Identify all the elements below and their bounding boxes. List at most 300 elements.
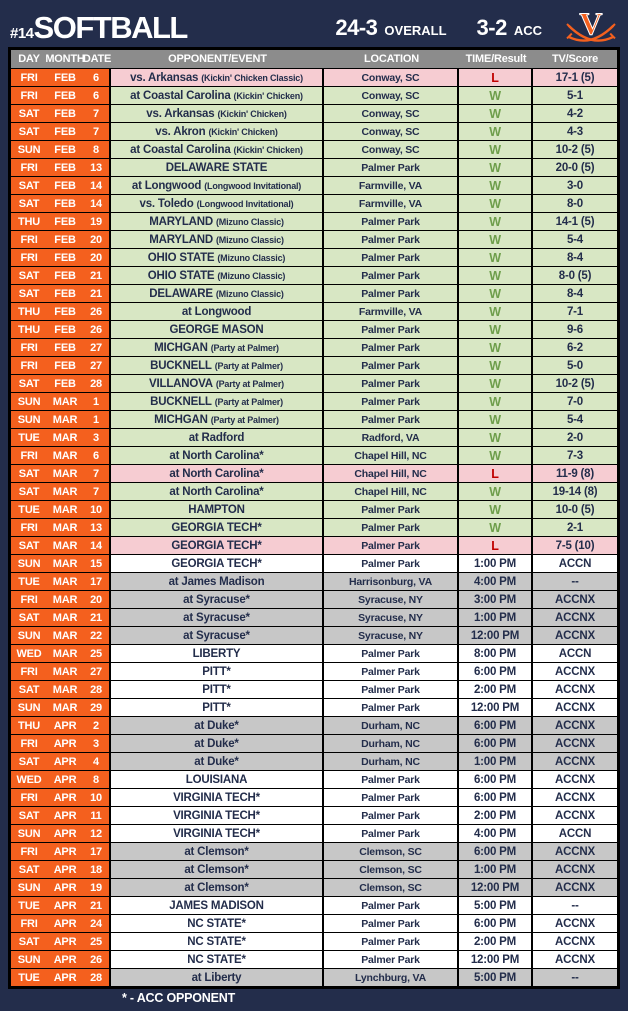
table-row (11, 806, 617, 824)
tv-score-cell: 8-4 (566, 287, 584, 300)
date-cell: 20 (83, 231, 111, 248)
opponent-name: OHIO STATE (147, 251, 215, 264)
month-cell: FEB (47, 69, 83, 86)
date-cell: 3 (83, 735, 111, 752)
opponent-name: VIRGINIA TECH* (173, 809, 260, 822)
opponent-name: at Duke* (194, 755, 239, 768)
time-result-cell: W (459, 393, 533, 410)
opponent-cell (111, 375, 324, 392)
opponent-cell (111, 591, 324, 608)
month-cell: APR (47, 825, 83, 842)
location-cell: Palmer Park (324, 357, 459, 374)
table-row (11, 680, 617, 698)
time-result-cell: L (459, 69, 533, 86)
tv-score-cell: ACCNX (555, 737, 595, 750)
day-cell: FRI (11, 69, 47, 86)
time-result-cell: 1:00 PM (459, 609, 533, 626)
table-row (11, 644, 617, 662)
opponent-cell (111, 951, 324, 968)
month-cell: MAR (47, 447, 83, 464)
table-row (11, 572, 617, 590)
day-cell: SAT (11, 177, 47, 194)
time-result-cell: 4:00 PM (459, 825, 533, 842)
day-cell: TUE (11, 897, 47, 914)
day-cell: SAT (11, 753, 47, 770)
month-cell: APR (47, 789, 83, 806)
opponent-cell (111, 537, 324, 554)
table-row (11, 68, 617, 86)
time-result-cell: W (459, 177, 533, 194)
date-cell: 19 (83, 213, 111, 230)
month-cell: APR (47, 951, 83, 968)
table-body (11, 68, 617, 986)
month-cell: APR (47, 735, 83, 752)
time-result-cell: W (459, 303, 533, 320)
month-cell: FEB (47, 177, 83, 194)
event-note: (Mizuno Classic) (217, 270, 286, 281)
day-cell: THU (11, 321, 47, 338)
table-row (11, 230, 617, 248)
opponent-cell (111, 321, 324, 338)
opponent-name: vs. Arkansas (146, 107, 215, 120)
date-cell: 1 (83, 411, 111, 428)
date-cell: 1 (83, 393, 111, 410)
tv-score-cell: ACCNX (555, 953, 595, 966)
day-cell: SUN (11, 951, 47, 968)
date-cell: 4 (83, 753, 111, 770)
date-cell: 14 (83, 537, 111, 554)
location-cell: Palmer Park (324, 375, 459, 392)
day-cell: FRI (11, 357, 47, 374)
month-cell: FEB (47, 105, 83, 122)
tv-score-cell: ACCNX (555, 629, 595, 642)
tv-score-cell: 8-0 (5) (558, 269, 592, 282)
time-result-cell: 8:00 PM (459, 645, 533, 662)
opponent-name: VIRGINIA TECH* (173, 791, 260, 804)
location-cell: Syracuse, NY (324, 627, 459, 644)
time-result-cell: 2:00 PM (459, 681, 533, 698)
tv-score-cell: 17-1 (5) (555, 71, 595, 84)
date-cell: 19 (83, 879, 111, 896)
day-cell: SAT (11, 861, 47, 878)
masthead (8, 8, 620, 47)
date-cell: 14 (83, 195, 111, 212)
day-cell: FRI (11, 249, 47, 266)
event-note: (Party at Palmer) (214, 396, 283, 407)
opponent-name: at Liberty (191, 971, 242, 984)
table-row (11, 698, 617, 716)
location-cell: Palmer Park (324, 789, 459, 806)
opponent-name: at Clemson* (184, 863, 249, 876)
day-cell: SAT (11, 105, 47, 122)
day-cell: SAT (11, 681, 47, 698)
tv-score-cell: ACCNX (555, 773, 595, 786)
tv-score-cell: ACCNX (555, 845, 595, 858)
date-cell: 28 (83, 681, 111, 698)
day-cell: FRI (11, 663, 47, 680)
event-note: (Longwood Invitational) (204, 180, 302, 191)
month-cell: FEB (47, 285, 83, 302)
col-header-month: MONTH (45, 53, 85, 65)
table-row (11, 482, 617, 500)
opponent-name: MARYLAND (149, 233, 213, 246)
col-header-tv-score: TV/Score (551, 53, 599, 65)
day-cell: SUN (11, 141, 47, 158)
opponent-cell (111, 357, 324, 374)
opponent-name: at Coastal Carolina (130, 89, 231, 102)
day-cell: SUN (11, 699, 47, 716)
tv-score-cell: 20-0 (5) (555, 161, 595, 174)
month-cell: MAR (47, 645, 83, 662)
date-cell: 6 (83, 69, 111, 86)
col-header-date: DATE (82, 53, 112, 65)
time-result-cell: W (459, 159, 533, 176)
location-cell: Durham, NC (324, 753, 459, 770)
event-note: (Party at Palmer) (214, 360, 283, 371)
tv-score-cell: 7-3 (566, 449, 584, 462)
day-cell: TUE (11, 969, 47, 986)
opponent-cell (111, 717, 324, 734)
day-cell: FRI (11, 231, 47, 248)
date-cell: 2 (83, 717, 111, 734)
month-cell: APR (47, 843, 83, 860)
day-cell: FRI (11, 843, 47, 860)
opponent-cell (111, 105, 324, 122)
location-cell: Palmer Park (324, 951, 459, 968)
svg-text:V: V (579, 7, 603, 41)
location-cell: Palmer Park (324, 933, 459, 950)
date-cell: 10 (83, 789, 111, 806)
table-row (11, 158, 617, 176)
table-row (11, 176, 617, 194)
time-result-cell: W (459, 249, 533, 266)
opponent-cell (111, 159, 324, 176)
opponent-name: NC STATE* (187, 917, 246, 930)
date-cell: 15 (83, 555, 111, 572)
location-cell: Palmer Park (324, 159, 459, 176)
day-cell: FRI (11, 87, 47, 104)
opponent-cell (111, 681, 324, 698)
day-cell: FRI (11, 591, 47, 608)
month-cell: FEB (47, 357, 83, 374)
tv-score-cell: 14-1 (5) (555, 215, 595, 228)
location-cell: Palmer Park (324, 663, 459, 680)
day-cell: SAT (11, 195, 47, 212)
opponent-name: at Duke* (194, 737, 239, 750)
month-cell: FEB (47, 141, 83, 158)
opponent-cell (111, 555, 324, 572)
date-cell: 26 (83, 321, 111, 338)
location-cell: Syracuse, NY (324, 591, 459, 608)
time-result-cell: 12:00 PM (459, 879, 533, 896)
table-row (11, 896, 617, 914)
time-result-cell: 12:00 PM (459, 699, 533, 716)
time-result-cell: W (459, 411, 533, 428)
date-cell: 21 (83, 267, 111, 284)
location-cell: Palmer Park (324, 519, 459, 536)
time-result-cell: 6:00 PM (459, 771, 533, 788)
month-cell: FEB (47, 231, 83, 248)
month-cell: FEB (47, 267, 83, 284)
table-row (11, 626, 617, 644)
opponent-name: MICHGAN (154, 341, 208, 354)
tv-score-cell: 11-9 (8) (555, 467, 595, 480)
location-cell: Clemson, SC (324, 861, 459, 878)
tv-score-cell: ACCN (558, 827, 592, 840)
table-row (11, 284, 617, 302)
event-note: (Party at Palmer) (210, 414, 279, 425)
location-cell: Palmer Park (324, 771, 459, 788)
tv-score-cell: 7-1 (566, 305, 584, 318)
location-cell: Farmville, VA (324, 195, 459, 212)
time-result-cell: W (459, 375, 533, 392)
month-cell: MAR (47, 573, 83, 590)
table-row (11, 608, 617, 626)
col-header-day: DAY (18, 53, 40, 65)
overall-record-value: 24-3 (335, 14, 378, 40)
tv-score-cell: 5-4 (566, 233, 584, 246)
month-cell: MAR (47, 591, 83, 608)
event-note: (Kickin' Chicken) (208, 126, 278, 137)
time-result-cell: W (459, 213, 533, 230)
location-cell: Chapel Hill, NC (324, 447, 459, 464)
time-result-cell: L (459, 537, 533, 554)
time-result-cell: 6:00 PM (459, 843, 533, 860)
time-result-cell: 2:00 PM (459, 807, 533, 824)
date-cell: 10 (83, 501, 111, 518)
opponent-cell (111, 645, 324, 662)
location-cell: Chapel Hill, NC (324, 483, 459, 500)
tv-score-cell: ACCN (558, 557, 592, 570)
table-row (11, 950, 617, 968)
date-cell: 25 (83, 933, 111, 950)
time-result-cell: W (459, 429, 533, 446)
date-cell: 6 (83, 87, 111, 104)
event-note: (Party at Palmer) (210, 342, 279, 353)
day-cell: TUE (11, 429, 47, 446)
location-cell: Palmer Park (324, 897, 459, 914)
event-note: (Mizuno Classic) (215, 216, 284, 227)
date-cell: 27 (83, 663, 111, 680)
opponent-cell (111, 771, 324, 788)
event-note: (Party at Palmer) (215, 378, 284, 389)
day-cell: FRI (11, 915, 47, 932)
day-cell: FRI (11, 789, 47, 806)
month-cell: APR (47, 861, 83, 878)
date-cell: 28 (83, 375, 111, 392)
table-row (11, 266, 617, 284)
month-cell: MAR (47, 681, 83, 698)
date-cell: 6 (83, 447, 111, 464)
opponent-name: HAMPTON (188, 503, 245, 516)
opponent-cell (111, 627, 324, 644)
date-cell: 25 (83, 645, 111, 662)
tv-score-cell: 5-1 (566, 89, 584, 102)
date-cell: 18 (83, 861, 111, 878)
location-cell: Palmer Park (324, 501, 459, 518)
time-result-cell: 6:00 PM (459, 789, 533, 806)
date-cell: 7 (83, 105, 111, 122)
opponent-cell (111, 285, 324, 302)
opponent-cell (111, 303, 324, 320)
acc-opponent-note: * - ACC OPPONENT (122, 991, 236, 1005)
table-row (11, 104, 617, 122)
tv-score-cell: ACCNX (555, 683, 595, 696)
conference-record-label: ACC (513, 22, 542, 38)
day-cell: SAT (11, 609, 47, 626)
opponent-name: GEORGIA TECH* (171, 539, 262, 552)
table-row (11, 878, 617, 896)
opponent-name: GEORGIA TECH* (171, 521, 262, 534)
location-cell: Palmer Park (324, 807, 459, 824)
month-cell: APR (47, 897, 83, 914)
time-result-cell: 3:00 PM (459, 591, 533, 608)
opponent-cell (111, 177, 324, 194)
date-cell: 21 (83, 609, 111, 626)
time-result-cell: W (459, 105, 533, 122)
opponent-name: at Syracuse* (183, 629, 250, 642)
location-cell: Durham, NC (324, 735, 459, 752)
tv-score-cell: ACCNX (555, 881, 595, 894)
date-cell: 8 (83, 771, 111, 788)
month-cell: FEB (47, 375, 83, 392)
month-cell: APR (47, 879, 83, 896)
month-cell: FEB (47, 249, 83, 266)
time-result-cell: W (459, 447, 533, 464)
event-note: (Longwood Invitational) (196, 198, 294, 209)
opponent-cell (111, 699, 324, 716)
day-cell: SUN (11, 879, 47, 896)
table-row (11, 914, 617, 932)
page-title (10, 12, 187, 43)
time-result-cell: W (459, 195, 533, 212)
date-cell: 28 (83, 969, 111, 986)
opponent-cell (111, 789, 324, 806)
table-row (11, 194, 617, 212)
month-cell: MAR (47, 501, 83, 518)
table-row (11, 842, 617, 860)
location-cell: Farmville, VA (324, 303, 459, 320)
date-cell: 7 (83, 465, 111, 482)
table-row (11, 554, 617, 572)
location-cell: Palmer Park (324, 681, 459, 698)
event-note: (Mizuno Classic) (215, 234, 284, 245)
tv-score-cell: 4-3 (566, 125, 584, 138)
day-cell: SUN (11, 825, 47, 842)
time-result-cell: W (459, 321, 533, 338)
table-row (11, 302, 617, 320)
virginia-v-sabre-logo-icon (564, 8, 618, 48)
table-row (11, 734, 617, 752)
date-cell: 26 (83, 303, 111, 320)
tv-score-cell: ACCNX (555, 755, 595, 768)
opponent-name: MICHGAN (154, 413, 208, 426)
time-result-cell: 6:00 PM (459, 915, 533, 932)
location-cell: Palmer Park (324, 915, 459, 932)
month-cell: FEB (47, 213, 83, 230)
opponent-name: GEORGIA TECH* (171, 557, 262, 570)
opponent-cell (111, 807, 324, 824)
tv-score-cell: 7-0 (566, 395, 584, 408)
time-result-cell: 4:00 PM (459, 573, 533, 590)
opponent-cell (111, 123, 324, 140)
date-cell: 7 (83, 123, 111, 140)
opponent-cell (111, 429, 324, 446)
table-row (11, 122, 617, 140)
tv-score-cell: ACCNX (555, 917, 595, 930)
tv-score-cell: 6-2 (566, 341, 584, 354)
opponent-name: at Syracuse* (183, 611, 250, 624)
tv-score-cell: ACCNX (555, 935, 595, 948)
day-cell: THU (11, 717, 47, 734)
day-cell: SUN (11, 555, 47, 572)
month-cell: APR (47, 969, 83, 986)
col-header-time-result: TIME/Result (465, 53, 527, 65)
table-row (11, 968, 617, 986)
time-result-cell: W (459, 501, 533, 518)
location-cell: Palmer Park (324, 411, 459, 428)
location-cell: Lynchburg, VA (324, 969, 459, 986)
tv-score-cell: ACCNX (555, 611, 595, 624)
date-cell: 26 (83, 951, 111, 968)
location-cell: Chapel Hill, NC (324, 465, 459, 482)
table-row (11, 536, 617, 554)
tv-score-cell: -- (571, 899, 579, 912)
month-cell: MAR (47, 699, 83, 716)
opponent-cell (111, 465, 324, 482)
month-cell: FEB (47, 321, 83, 338)
table-row (11, 770, 617, 788)
tv-score-cell: 2-1 (566, 521, 584, 534)
opponent-cell (111, 933, 324, 950)
opponent-cell (111, 411, 324, 428)
day-cell: SAT (11, 267, 47, 284)
opponent-name: at Longwood (181, 305, 252, 318)
month-cell: MAR (47, 483, 83, 500)
tv-score-cell: 4-2 (566, 107, 584, 120)
table-row (11, 356, 617, 374)
table-row (11, 248, 617, 266)
opponent-name: NC STATE* (187, 953, 246, 966)
table-row (11, 374, 617, 392)
day-cell: FRI (11, 447, 47, 464)
day-cell: SAT (11, 375, 47, 392)
opponent-cell (111, 843, 324, 860)
opponent-cell (111, 519, 324, 536)
opponent-cell (111, 969, 324, 986)
time-result-cell: W (459, 357, 533, 374)
opponent-name: vs. Akron (155, 125, 206, 138)
table-row (11, 932, 617, 950)
month-cell: MAR (47, 627, 83, 644)
col-header-location: LOCATION (363, 53, 420, 65)
date-cell: 13 (83, 519, 111, 536)
opponent-cell (111, 753, 324, 770)
opponent-name: VIRGINIA TECH* (173, 827, 260, 840)
table-row (11, 140, 617, 158)
date-cell: 20 (83, 249, 111, 266)
event-note: (Kickin' Chicken Classic) (201, 72, 303, 83)
opponent-name: vs. Arkansas (130, 71, 199, 84)
location-cell: Palmer Park (324, 285, 459, 302)
location-cell: Radford, VA (324, 429, 459, 446)
table-row (11, 716, 617, 734)
location-cell: Palmer Park (324, 393, 459, 410)
date-cell: 13 (83, 159, 111, 176)
location-cell: Farmville, VA (324, 177, 459, 194)
day-cell: SAT (11, 465, 47, 482)
day-cell: THU (11, 303, 47, 320)
